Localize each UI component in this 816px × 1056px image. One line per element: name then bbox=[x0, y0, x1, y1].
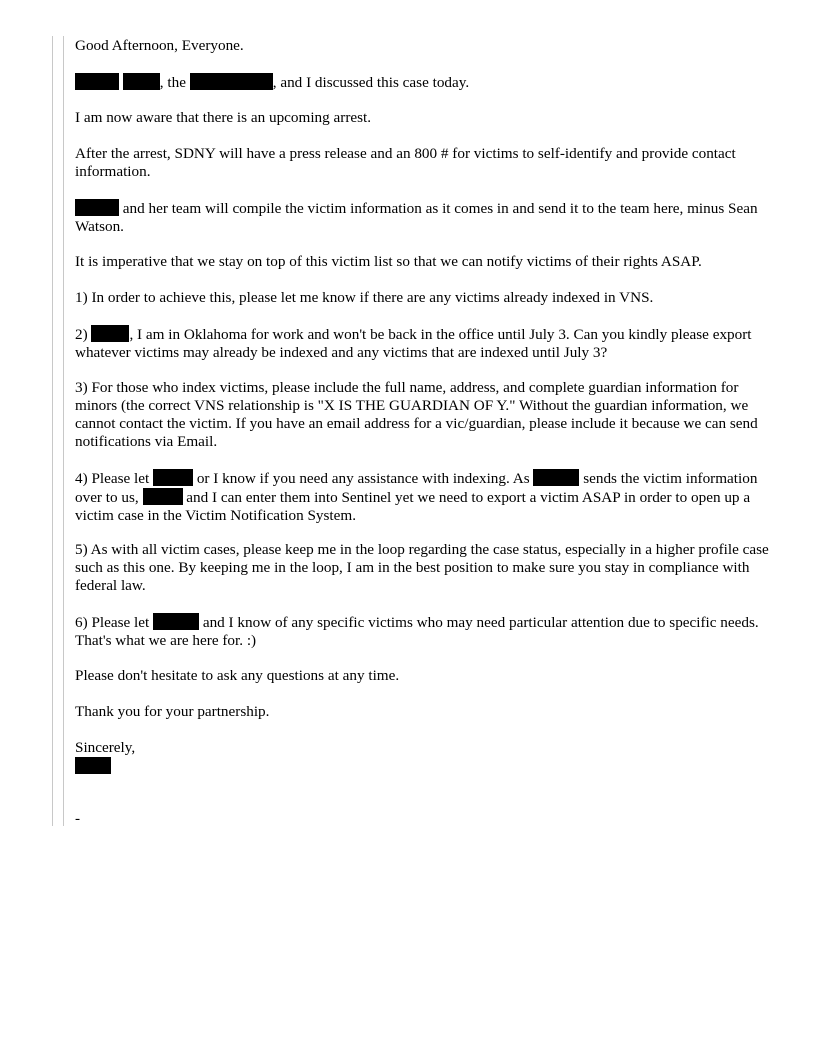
text-run: 2) bbox=[75, 326, 92, 343]
text-run: and I can enter them into Sentinel yet we need to export a victim ASAP in order to open up a victim case in the Victim Notification System. bbox=[75, 489, 751, 524]
redaction-block bbox=[91, 325, 129, 342]
quote-rule-outer bbox=[52, 36, 53, 826]
text-run: sends the victim information over to us, bbox=[75, 470, 758, 506]
item-6 bbox=[75, 613, 781, 650]
paragraph-arrest: I am now aware that there is an upcoming arrest. bbox=[75, 109, 372, 126]
paragraph-discussion bbox=[75, 73, 469, 92]
paragraph-team bbox=[75, 199, 781, 236]
text-run: 6) Please let bbox=[75, 614, 154, 631]
redaction-block bbox=[75, 73, 119, 90]
text-run: 4) Please let bbox=[75, 470, 154, 487]
redaction-block bbox=[190, 73, 273, 90]
text-run: and I know of any specific victims who may need particular attention due to specific needs. That's what we are here for. :) bbox=[75, 614, 759, 649]
redaction-block bbox=[75, 199, 119, 216]
text-run: , and I discussed this case today. bbox=[272, 74, 470, 91]
quote-rule-inner bbox=[63, 36, 64, 826]
text-run: and her team will compile the victim information as it comes in and send it to the team here, minus Sean Watson. bbox=[75, 200, 758, 235]
item-5: 5) As with all victim cases, please keep me in the loop regarding the case status, especially in a higher profile case such as this one. By keeping me in the loop, I am in the best position to make sure you stay in compliance with federal law. bbox=[75, 541, 769, 594]
text-run: , I am in Oklahoma for work and won't be back in the office until July 3. Can you kindly please export whatever victims may already be indexed and any victims that are indexed until July 3? bbox=[75, 326, 752, 361]
paragraph-questions: Please don't hesitate to ask any questions at any time. bbox=[75, 667, 400, 684]
paragraph-imperative: It is imperative that we stay on top of this victim list so that we can notify victims of their rights ASAP. bbox=[75, 253, 702, 270]
redaction-block bbox=[153, 613, 199, 630]
redaction-block bbox=[533, 469, 579, 486]
greeting: Good Afternoon, Everyone. bbox=[75, 37, 244, 54]
item-1: 1) In order to achieve this, please let me know if there are any victims already indexed in VNS. bbox=[75, 289, 654, 306]
paragraph-thanks: Thank you for your partnership. bbox=[75, 703, 270, 720]
signoff: Sincerely, bbox=[75, 739, 136, 756]
redaction-block bbox=[143, 488, 183, 505]
text-run: or I know if you need any assistance with indexing. As bbox=[193, 470, 534, 487]
text-run: , the bbox=[159, 74, 190, 91]
item-4 bbox=[75, 469, 781, 525]
redaction-block bbox=[123, 73, 160, 90]
redaction-block bbox=[75, 757, 111, 774]
item-2 bbox=[75, 325, 781, 362]
trailing-dash: - bbox=[75, 810, 81, 827]
paragraph-press-release: After the arrest, SDNY will have a press release and an 800 # for victims to self-identify and provide contact information. bbox=[75, 145, 736, 180]
item-3: 3) For those who index victims, please include the full name, address, and complete guardian information for minors (the correct VNS relationship is "X IS THE GUARDIAN OF Y." Without the guardian information, we cannot contact the victim. If you have an email address for a vic/guardian, please include it because we can send notifications via Email. bbox=[75, 379, 758, 450]
redaction-block bbox=[153, 469, 193, 486]
